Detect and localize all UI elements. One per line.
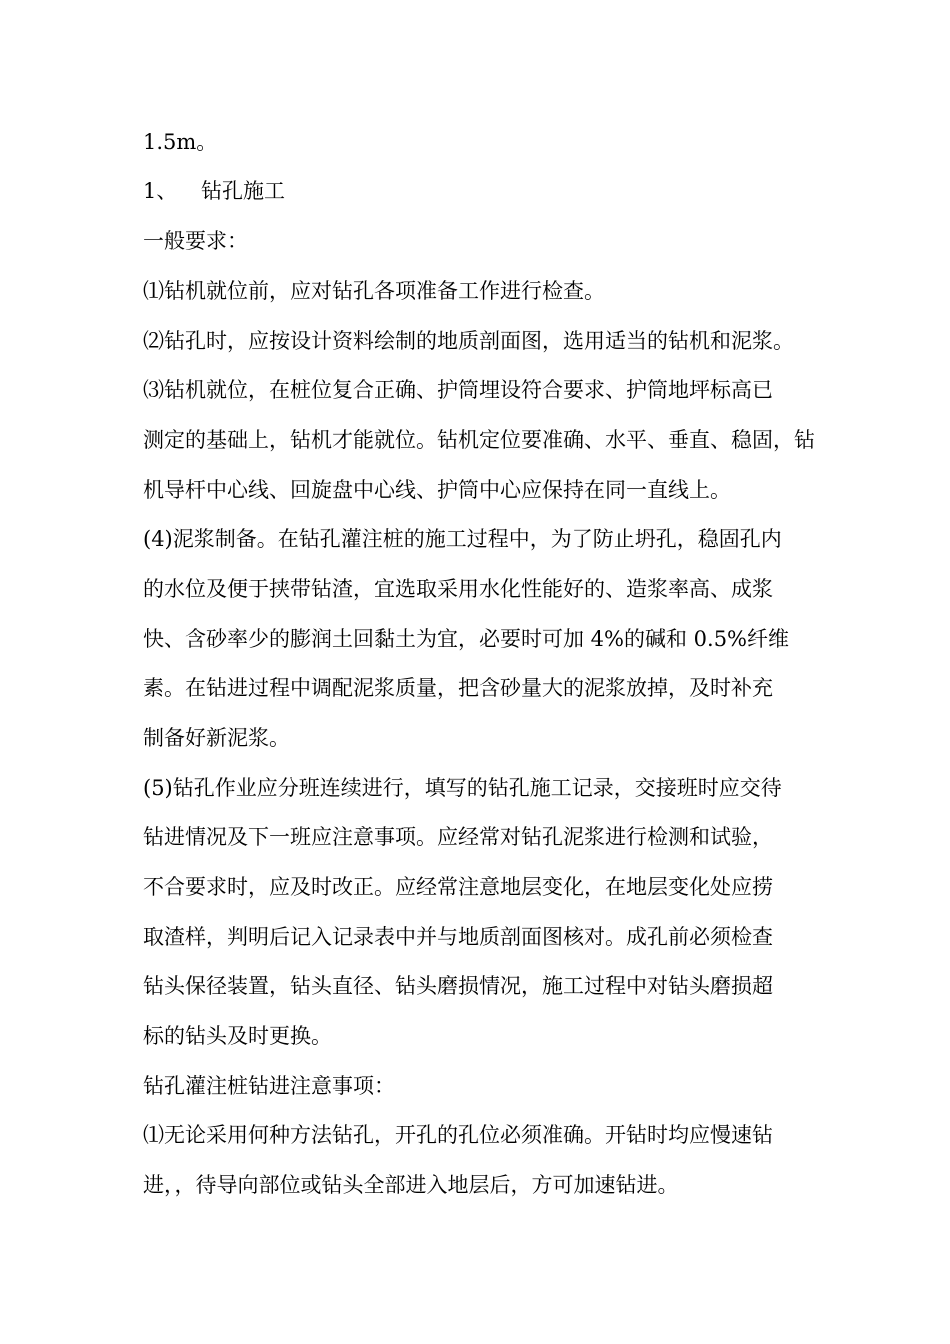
text-line: ⑴钻机就位前，应对钻孔各项准备工作进行检查。 — [143, 279, 605, 303]
text-line: 进，，待导向部位或钻头全部进入地层后，方可加速钻进。 — [143, 1173, 679, 1197]
section-heading — [143, 176, 285, 206]
text-line: ⑵钻孔时，应按设计资料绘制的地质剖面图，选用适当的钻机和泥浆。 — [143, 329, 794, 353]
section-heading-number: 1、 — [143, 179, 178, 203]
text-line: 钻进情况及下一班应注意事项。应经常对钻孔泥浆进行检测和试验， — [143, 825, 773, 849]
text-line: 1.5m。 — [143, 130, 218, 154]
text-line: 的水位及便于挟带钻渣，宜选取采用水化性能好的、造浆率高、成浆 — [143, 577, 773, 601]
text-line: (5)钻孔作业应分班连续进行，填写的钻孔施工记录，交接班时应交待 — [143, 776, 782, 800]
text-line: 素。在钻进过程中调配泥浆质量，把含砂量大的泥浆放掉，及时补充 — [143, 676, 773, 700]
text-line: ⑶钻机就位，在桩位复合正确、护筒埋设符合要求、护筒地坪标高已 — [143, 378, 773, 402]
text-line: 一般要求： — [143, 229, 248, 253]
text-line: 制备好新泥浆。 — [143, 726, 290, 750]
section-heading-title: 钻孔施工 — [201, 179, 285, 203]
text-line: 标的钻头及时更换。 — [143, 1024, 332, 1048]
text-line: 取渣样，判明后记入记录表中并与地质剖面图核对。成孔前必须检查 — [143, 925, 773, 949]
text-line: 钻孔灌注桩钻进注意事项： — [143, 1074, 395, 1098]
text-line: 机导杆中心线、回旋盘中心线、护筒中心应保持在同一直线上。 — [143, 478, 731, 502]
text-line: 钻头保径装置，钻头直径、钻头磨损情况，施工过程中对钻头磨损超 — [143, 974, 773, 998]
text-line: 不合要求时，应及时改正。应经常注意地层变化，在地层变化处应捞 — [143, 875, 773, 899]
text-line: 快、含砂率少的膨润土回黏土为宜，必要时可加 4%的碱和 0.5%纤维 — [143, 627, 790, 651]
text-line: (4)泥浆制备。在钻孔灌注桩的施工过程中，为了防止坍孔，稳固孔内 — [143, 527, 782, 551]
text-line: 测定的基础上，钻机才能就位。钻机定位要准确、水平、垂直、稳固，钻 — [143, 428, 815, 452]
text-line: ⑴无论采用何种方法钻孔，开孔的孔位必须准确。开钻时均应慢速钻 — [143, 1123, 773, 1147]
